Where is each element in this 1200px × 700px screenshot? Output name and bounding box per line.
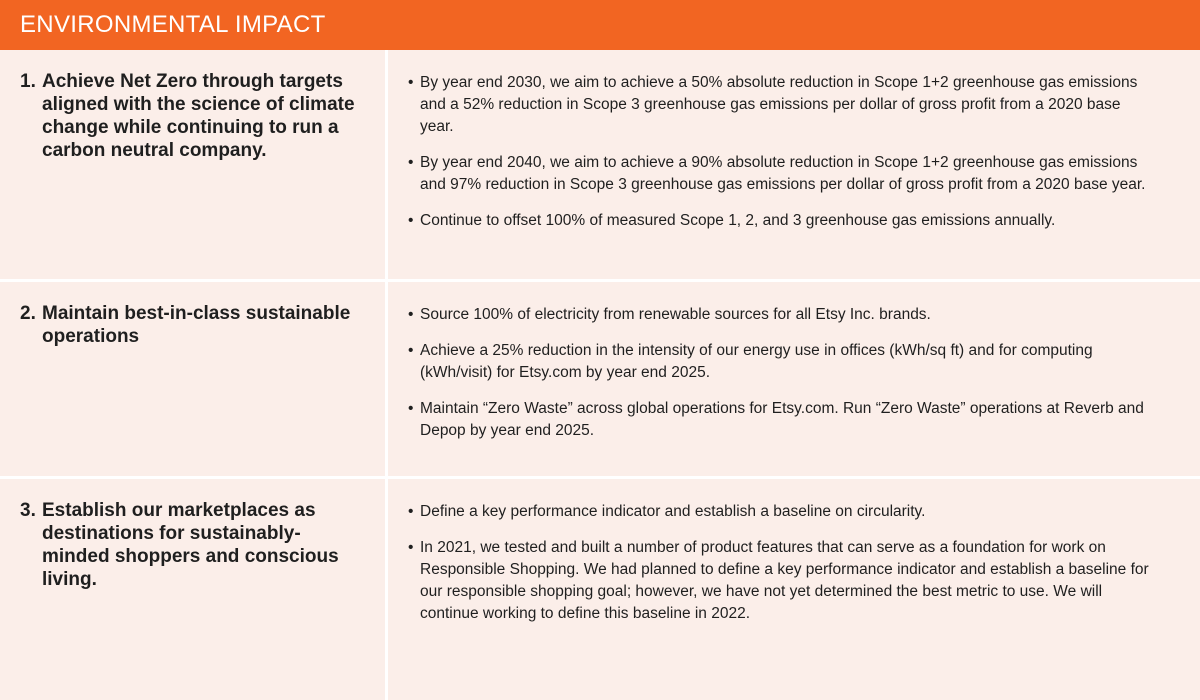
section-header [0, 0, 1200, 50]
goal-number: 2. [20, 303, 36, 324]
bullet-dot: • [408, 212, 414, 229]
bullet-item [408, 501, 1180, 523]
goal-row [0, 476, 1200, 700]
bullet-text: Define a key performance indicator and establish a baseline on circularity. [420, 503, 926, 520]
bullet-item [408, 398, 1180, 442]
bullet-list [388, 479, 1200, 700]
bullet-dot: • [408, 306, 414, 323]
bullet-dot: • [408, 503, 414, 520]
goal-text: Maintain best-in-class sustainable operations [42, 303, 351, 347]
bullet-item [408, 72, 1180, 138]
goal-cell [0, 479, 388, 700]
bullet-text: Maintain “Zero Waste” across global operations for Etsy.com. Run “Zero Waste” operations at Reverb and Depop by year end 2025. [420, 400, 1144, 439]
bullet-list [388, 50, 1200, 279]
bullet-item [408, 537, 1180, 625]
goals-table [0, 50, 1200, 700]
bullet-dot: • [408, 400, 414, 417]
bullet-text: By year end 2030, we aim to achieve a 50% absolute reduction in Scope 1+2 greenhouse gas emissions and a 52% reduction in Scope 3 greenhouse gas emissions per dollar of gross profit from a 2020 base year. [420, 74, 1138, 135]
goal-row [0, 279, 1200, 476]
bullet-text: Achieve a 25% reduction in the intensity of our energy use in offices (kWh/sq ft) and for computing (kWh/visit) for Etsy.com by year end 2025. [420, 342, 1093, 381]
goal-cell [0, 282, 388, 476]
goal-cell [0, 50, 388, 279]
bullet-list [388, 282, 1200, 476]
bullet-dot: • [408, 74, 414, 91]
bullet-text: By year end 2040, we aim to achieve a 90% absolute reduction in Scope 1+2 greenhouse gas emissions and 97% reduction in Scope 3 greenhouse gas emissions per dollar of gross profit from a 2020 base year. [420, 154, 1146, 193]
bullet-item [408, 210, 1180, 232]
goal-number: 3. [20, 500, 36, 521]
goal-text: Establish our marketplaces as destinations for sustainably-minded shoppers and conscious living. [42, 500, 339, 590]
goal-number: 1. [20, 71, 36, 92]
bullet-item [408, 340, 1180, 384]
goal-row [0, 50, 1200, 279]
bullet-text: Continue to offset 100% of measured Scope 1, 2, and 3 greenhouse gas emissions annually. [420, 212, 1056, 229]
bullet-text: Source 100% of electricity from renewable sources for all Etsy Inc. brands. [420, 306, 931, 323]
bullet-item [408, 152, 1180, 196]
bullet-dot: • [408, 342, 414, 359]
bullet-item [408, 304, 1180, 326]
section-title: ENVIRONMENTAL IMPACT [20, 11, 326, 38]
bullet-text: In 2021, we tested and built a number of product features that can serve as a foundation for work on Responsible Shopping. We had planned to define a key performance indicator and establish a baseline for our responsible shopping goal; however, we have not yet determined the best metric to use. We will continue working to define this baseline in 2022. [420, 539, 1149, 622]
goal-text: Achieve Net Zero through targets aligned with the science of climate change while continuing to run a carbon neutral company. [42, 71, 355, 161]
bullet-dot: • [408, 154, 414, 171]
bullet-dot: • [408, 539, 414, 556]
